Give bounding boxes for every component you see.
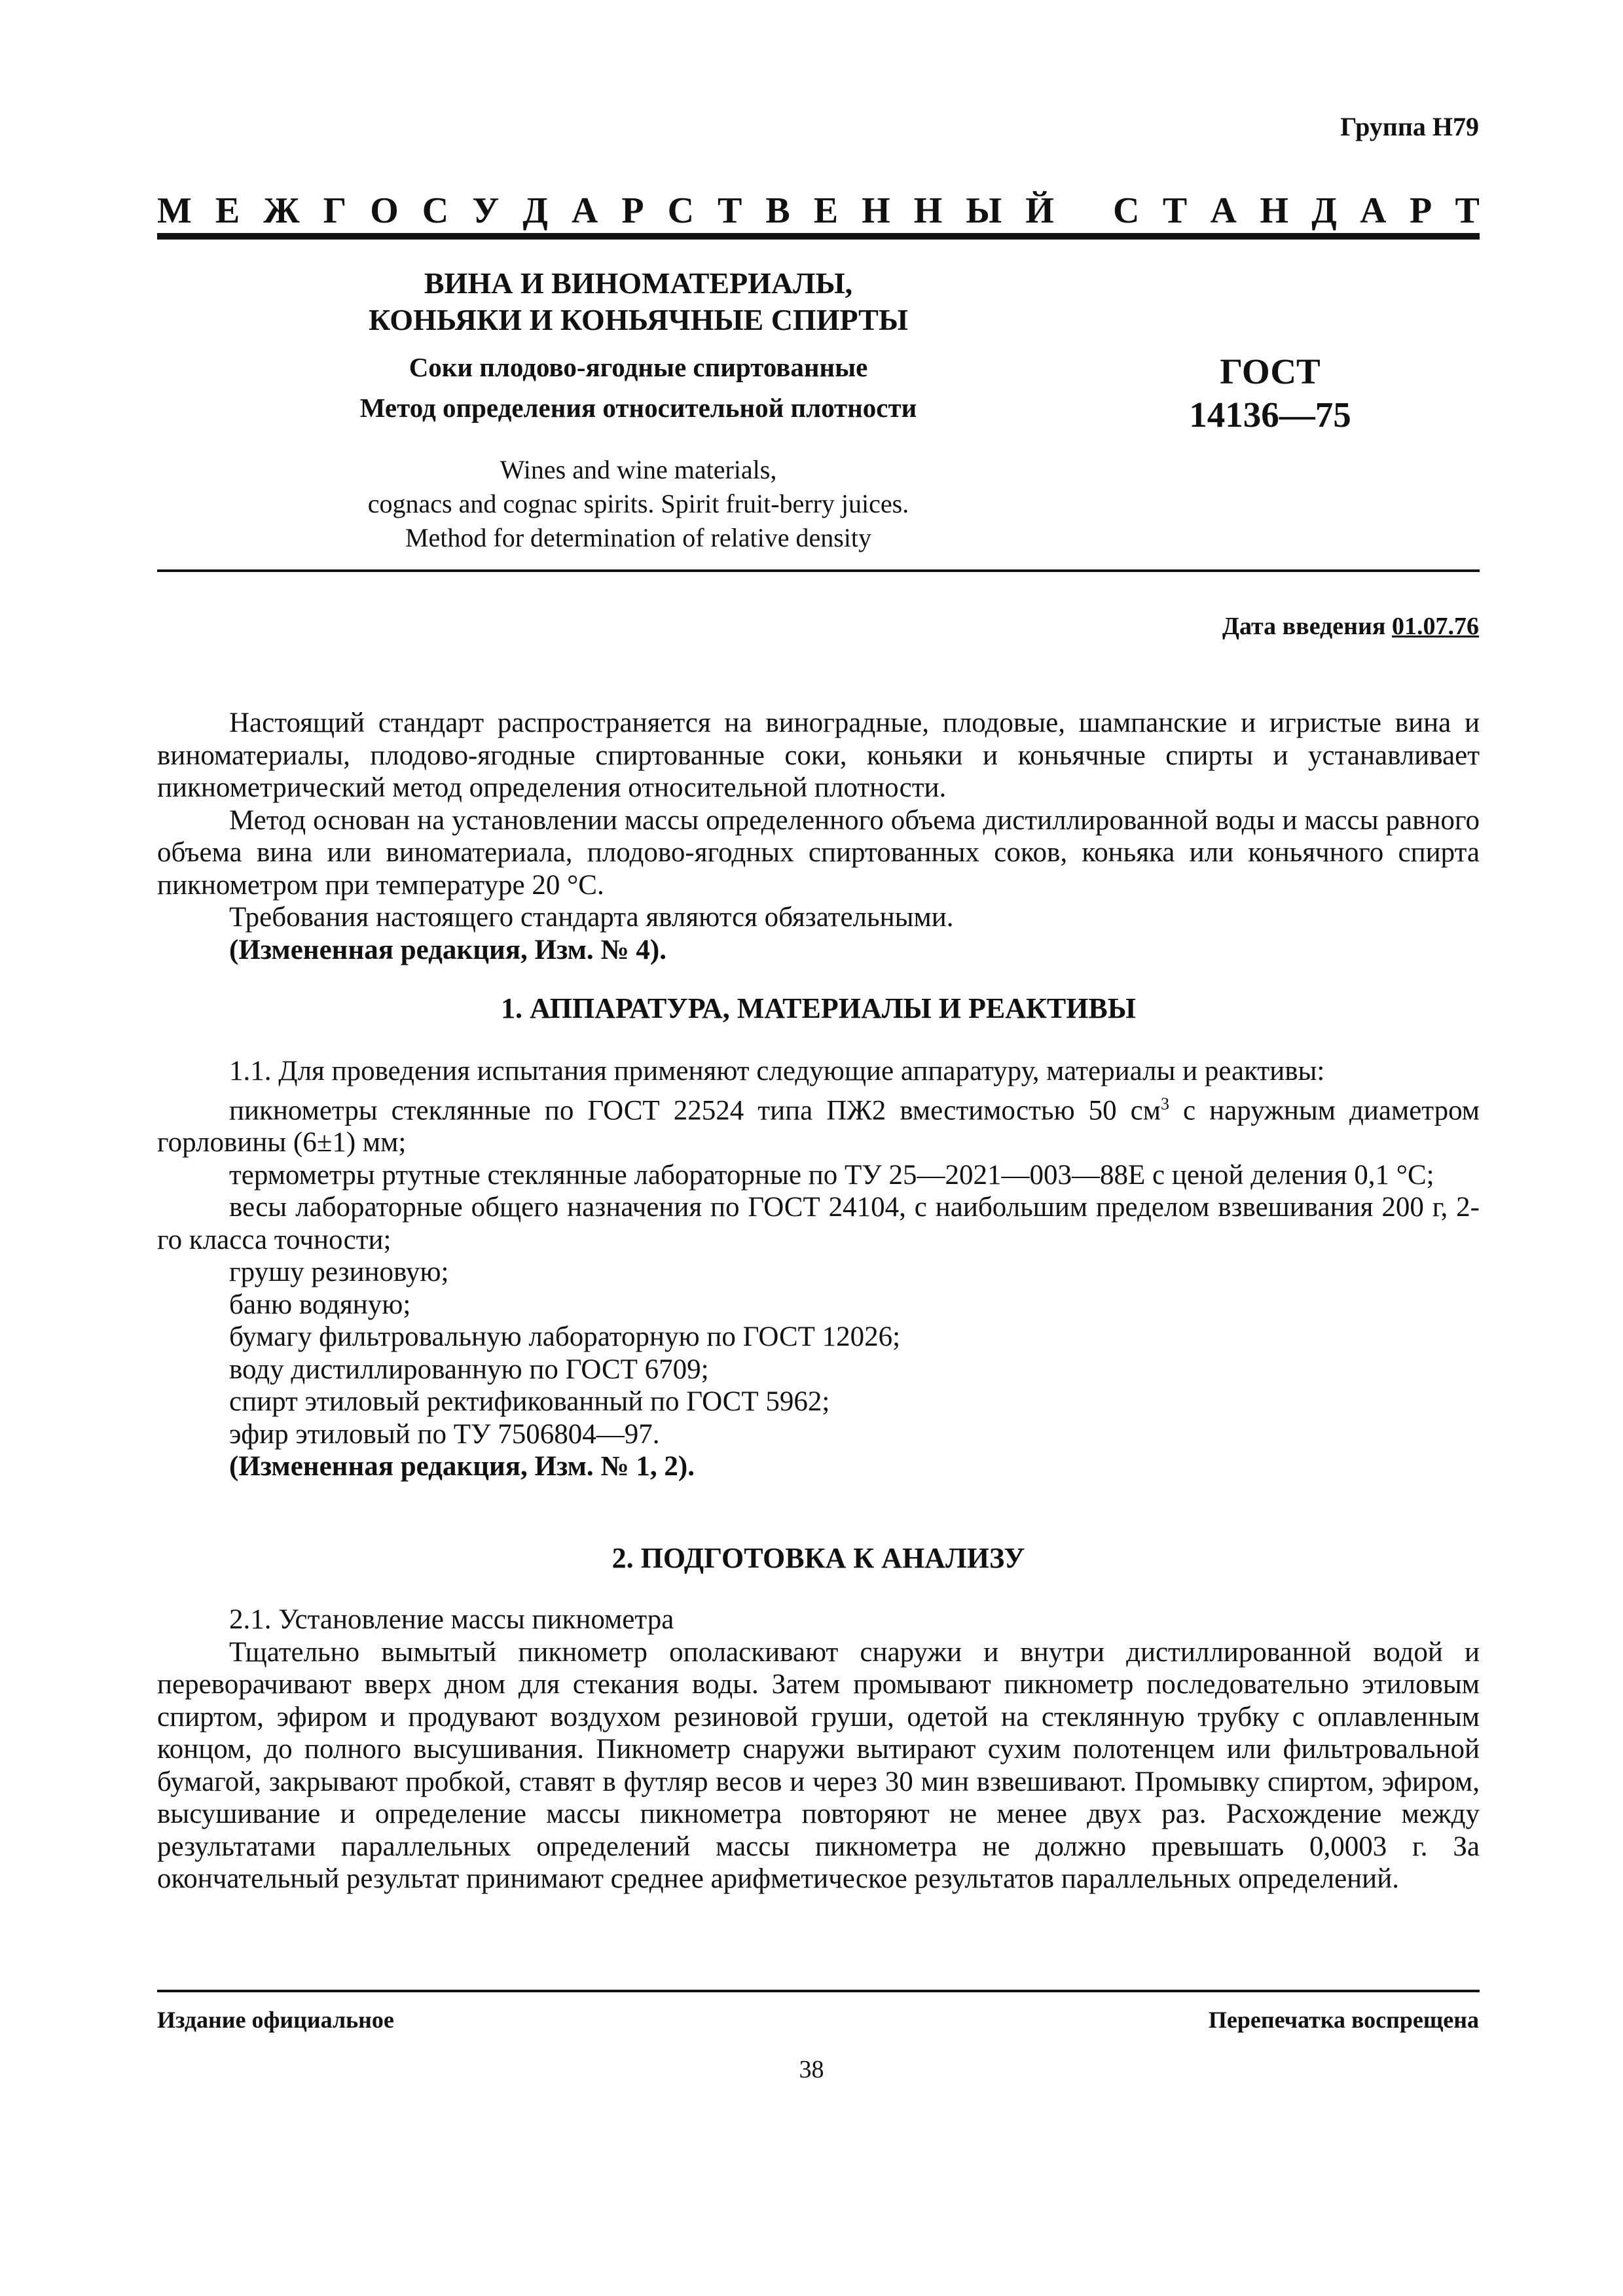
paragraph: Метод основан на установлении массы определенного объема дистиллированной воды и массы равного объема вина или виноматериала, плодово-ягодных спиртованных соков, коньяка или коньячного спирта пикнометром при температуре 20 °С. <box>157 804 1480 901</box>
footer-rule <box>157 1990 1480 1992</box>
section-2-text <box>157 1604 1480 1895</box>
banner-letter: М <box>157 190 192 231</box>
document-title <box>295 265 982 338</box>
list-item: бумагу фильтровальную лабораторную по ГОСТ 12026; <box>229 1321 901 1353</box>
banner-letter: Т <box>1455 190 1480 231</box>
header-rule <box>157 233 1480 240</box>
banner-letter: С <box>422 190 449 231</box>
banner-letter: С <box>667 190 695 231</box>
banner-letter: Ы <box>966 190 1002 231</box>
amendment-note: (Измененная редакция, Изм. № 4). <box>229 934 666 965</box>
banner-word-standart <box>1113 190 1480 232</box>
list-item: термометры ртутные стеклянные лабораторные по ТУ 25—2021—003—88Е с ценой деления 0,1 °С; <box>229 1159 1434 1191</box>
banner-letter: У <box>472 190 500 231</box>
amendment-note: (Измененная редакция, Изм. № 1, 2). <box>229 1451 695 1482</box>
banner-letter: А <box>1360 190 1387 231</box>
banner-letter: А <box>1210 190 1237 231</box>
introduction-date <box>1222 612 1479 641</box>
section-1-text <box>157 1055 1480 1483</box>
paragraph: Настоящий стандарт распространяется на виноградные, плодовые, шампанские и игристые вина и виноматериалы, плодово-ягодные спиртованные соки, коньяки и коньячные спирты и устанавливает пикнометрический метод определения относительной плотности. <box>157 708 1480 803</box>
banner-letter: Т <box>718 190 742 231</box>
english-title <box>295 453 982 555</box>
list-item: грушу резиновую; <box>229 1257 449 1288</box>
standard-banner <box>157 190 1480 232</box>
banner-letter: Н <box>1260 190 1288 231</box>
date-value: 01.07.76 <box>1392 613 1479 640</box>
banner-letter: Е <box>215 190 240 231</box>
english-title-line: cognacs and cognac spirits. Spirit fruit-berry juices. <box>367 489 909 518</box>
banner-letter: Ж <box>263 190 300 231</box>
english-title-line: Method for determination of relative density <box>405 523 871 552</box>
reprint-prohibited: Перепечатка воспрещена <box>1208 2007 1479 2033</box>
document-subtitle <box>295 347 982 428</box>
banner-letter: А <box>571 190 598 231</box>
banner-letter: Г <box>323 190 347 231</box>
banner-letter: Д <box>1311 190 1337 231</box>
banner-letter: Д <box>522 190 548 231</box>
list-item: пикнометры стеклянные по ГОСТ 22524 типа ПЖ2 вместимостью 50 $см^3$ с наружным диаметром горловины (6±1) мм; <box>157 1094 1480 1158</box>
banner-letter: Н <box>913 190 943 231</box>
list-item: воду дистиллированную по ГОСТ 6709; <box>229 1354 709 1385</box>
banner-letter: Е <box>813 190 839 231</box>
banner-letter: В <box>765 190 790 231</box>
section-1-heading: 1. АППАРАТУРА, МАТЕРИАЛЫ И РЕАКТИВЫ <box>501 992 1136 1024</box>
title-line: КОНЬЯКИ И КОНЬЯЧНЫЕ СПИРТЫ <box>368 303 908 336</box>
paragraph: Требования настоящего стандарта являются обязательными. <box>229 902 954 933</box>
gost-code: 14136—75 <box>1189 395 1351 435</box>
date-label: Дата введения <box>1222 613 1386 640</box>
banner-letter: С <box>1113 190 1140 231</box>
subtitle-line: Метод определения относительной плотности <box>359 393 917 423</box>
paragraph: 2.1. Установление массы пикнометра <box>229 1604 674 1635</box>
banner-word-mezhgosudarstvenny <box>157 190 1054 232</box>
subtitle-line: Соки плодово-ягодные спиртованные <box>409 352 868 382</box>
page-number: 38 <box>799 2056 824 2083</box>
intro-text <box>157 707 1480 966</box>
paragraph: 1.1. Для проведения испытания применяют следующие аппаратуру, материалы и реактивы: <box>229 1056 1325 1086</box>
official-edition: Издание официальное <box>157 2007 394 2033</box>
title-line: ВИНА И ВИНОМАТЕРИАЛЫ, <box>424 266 853 300</box>
banner-letter: Р <box>621 190 644 231</box>
english-title-line: Wines and wine materials, <box>500 455 777 484</box>
list-item: спирт этиловый ректификованный по ГОСТ 5962; <box>229 1386 830 1418</box>
paragraph: Тщательно вымытый пикнометр ополаскивают снаружи и внутри дистиллированной водой и переворачивают вверх дном для стекания воды. Затем промывают пикнометр последовательно этиловым спиртом, эфиром и продувают воздухом резиновой груши, одетой на стеклянную трубку с оплавленным концом, до полного высушивания. Пикнометр снаружи вытирают сухим полотенцем или фильтровальной бумагой, закрывают пробкой, ставят в футляр весов и через 30 мин взвешивают. Промывку спиртом, эфиром, высушивание и определение массы пикнометра повторяют не менее двух раз. Расхождение между результатами параллельных определений массы пикнометра не должно превышать 0,0003 г. За окончательный результат принимают среднее арифметическое результатов параллельных определений. <box>157 1636 1480 1894</box>
list-item: эфир этиловый по ТУ 7506804—97. <box>229 1418 660 1450</box>
group-code: Группа Н79 <box>1340 112 1479 141</box>
list-item: баню водяную; <box>229 1289 411 1320</box>
banner-letter: Т <box>1162 190 1188 231</box>
banner-letter: О <box>370 190 399 231</box>
section-2-heading: 2. ПОДГОТОВКА К АНАЛИЗУ <box>611 1542 1025 1574</box>
gost-label: ГОСТ <box>1220 351 1321 391</box>
banner-letter: Й <box>1025 190 1054 231</box>
banner-letter: Н <box>862 190 890 231</box>
gost-number <box>1126 350 1414 437</box>
banner-letter: Р <box>1409 190 1432 231</box>
list-item: весы лабораторные общего назначения по ГОСТ 24104, с наибольшим пределом взвешивания 200 г, 2-го класса точности; <box>157 1192 1480 1255</box>
title-rule <box>157 569 1480 572</box>
